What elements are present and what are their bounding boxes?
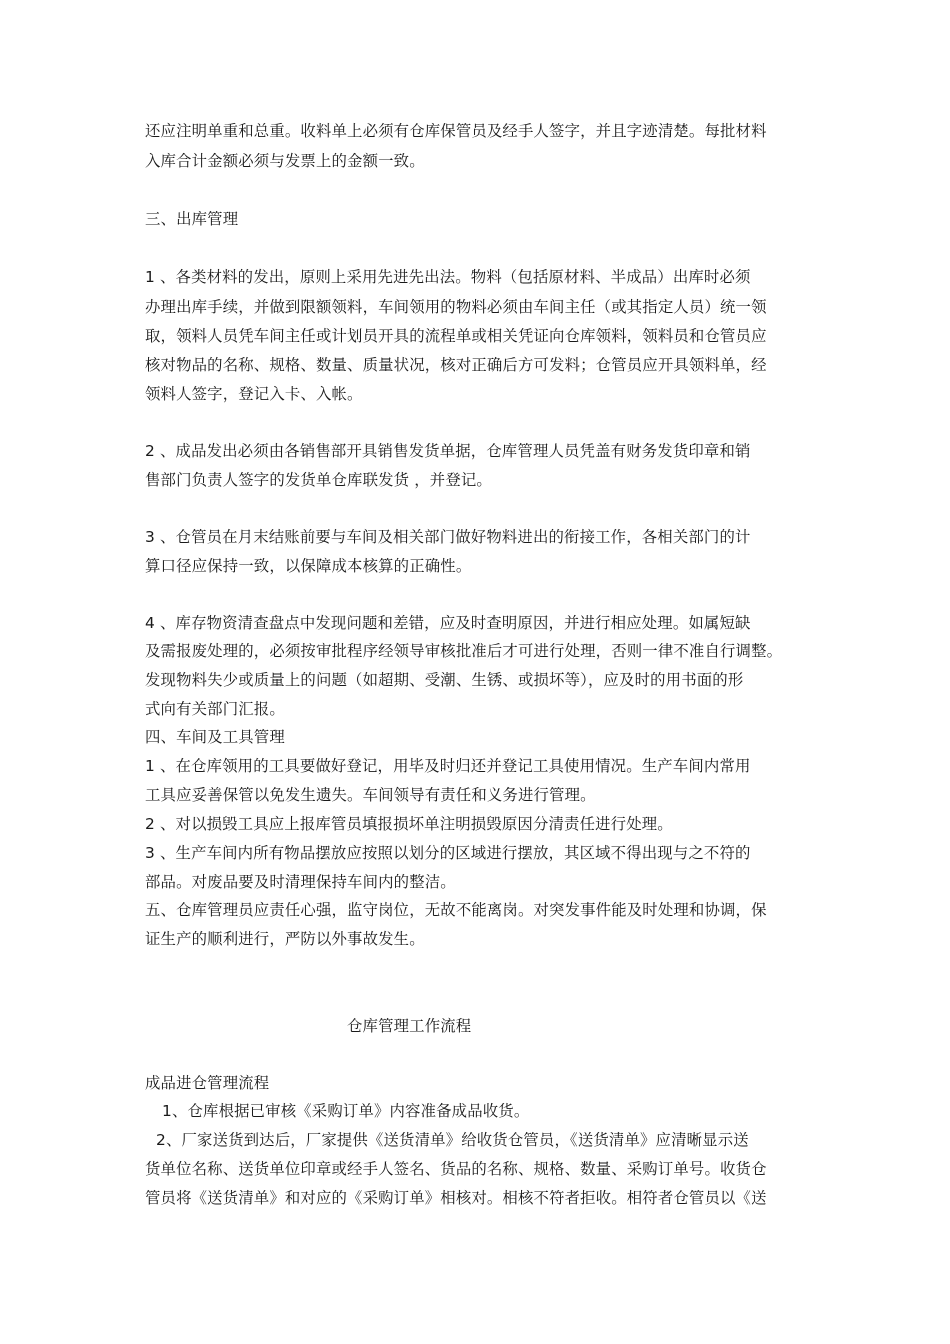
text-line: 算口径应保持一致，以保障成本核算的正确性。 xyxy=(145,557,472,575)
text-line: 2 、成品发出必须由各销售部开具销售发货单据，仓库管理人员凭盖有财务发货印章和销 xyxy=(145,442,751,460)
text-line: 核对物品的名称、规格、数量、质量状况，核对正确后方可发料；仓管员应开具领料单，经 xyxy=(145,356,767,374)
text-line: 五、仓库管理员应责任心强，监守岗位，无故不能离岗。对突发事件能及时处理和协调，保 xyxy=(145,901,767,919)
text-line: 证生产的顺利进行，严防以外事故发生。 xyxy=(145,930,425,948)
section-heading: 三、出库管理 xyxy=(145,210,239,228)
text-line: 入库合计金额必须与发票上的金额一致。 xyxy=(145,152,425,170)
text-line: 4 、库存物资清查盘点中发现问题和差错，应及时查明原因，并进行相应处理。如属短缺 xyxy=(145,614,751,632)
text-line: 1 、在仓库领用的工具要做好登记，用毕及时归还并登记工具使用情况。生产车间内常用 xyxy=(145,757,751,775)
document-title: 仓库管理工作流程 xyxy=(347,1017,472,1035)
text-line: 管员将《送货清单》和对应的《采购订单》相核对。相核不符者拒收。相符者仓管员以《送 xyxy=(145,1189,767,1207)
text-line: 式向有关部门汇报。 xyxy=(145,700,285,718)
text-line: 2 、对以损毁工具应上报库管员填报损坏单注明损毁原因分清责任进行处理。 xyxy=(145,815,673,833)
text-line: 及需报废处理的，必须按审批程序经领导审核批准后才可进行处理，否则一律不准自行调整。 xyxy=(145,642,783,660)
text-line: 售部门负责人签字的发货单仓库联发货 ，并登记。 xyxy=(145,471,492,489)
text-line: 还应注明单重和总重。收料单上必须有仓库保管员及经手人签字，并且字迹清楚。每批材料 xyxy=(145,122,767,140)
text-line: 2、厂家送货到达后，厂家提供《送货清单》给收货仓管员，《送货清单》应清晰显示送 xyxy=(156,1131,749,1149)
text-line: 办理出库手续，并做到限额领料，车间领用的物料必须由车间主任（或其指定人员）统一领 xyxy=(145,298,767,316)
text-line: 1、仓库根据已审核《采购订单》内容准备成品收货。 xyxy=(162,1102,530,1120)
text-line: 1 、各类材料的发出，原则上采用先进先出法。物料（包括原材料、半成品）出库时必须 xyxy=(145,268,751,286)
text-line: 发现物料失少或质量上的问题（如超期、受潮、生锈、或损坏等），应及时的用书面的形 xyxy=(145,671,744,689)
section-heading: 四、车间及工具管理 xyxy=(145,728,285,746)
text-line: 取，领料人员凭车间主任或计划员开具的流程单或相关凭证向仓库领料，领料员和仓管员应 xyxy=(145,327,767,345)
text-line: 领料人签字，登记入卡、入帐。 xyxy=(145,385,363,403)
text-line: 货单位名称、送货单位印章或经手人签名、货品的名称、规格、数量、采购订单号。收货仓 xyxy=(145,1160,767,1178)
section-heading: 成品进仓管理流程 xyxy=(145,1074,270,1092)
text-line: 3 、生产车间内所有物品摆放应按照以划分的区域进行摆放，其区域不得出现与之不符的 xyxy=(145,844,751,862)
text-line: 部品。对废品要及时清理保持车间内的整洁。 xyxy=(145,873,456,891)
text-line: 3 、仓管员在月末结账前要与车间及相关部门做好物料进出的衔接工作，各相关部门的计 xyxy=(145,528,751,546)
text-line: 工具应妥善保管以免发生遗失。车间领导有责任和义务进行管理。 xyxy=(145,786,596,804)
